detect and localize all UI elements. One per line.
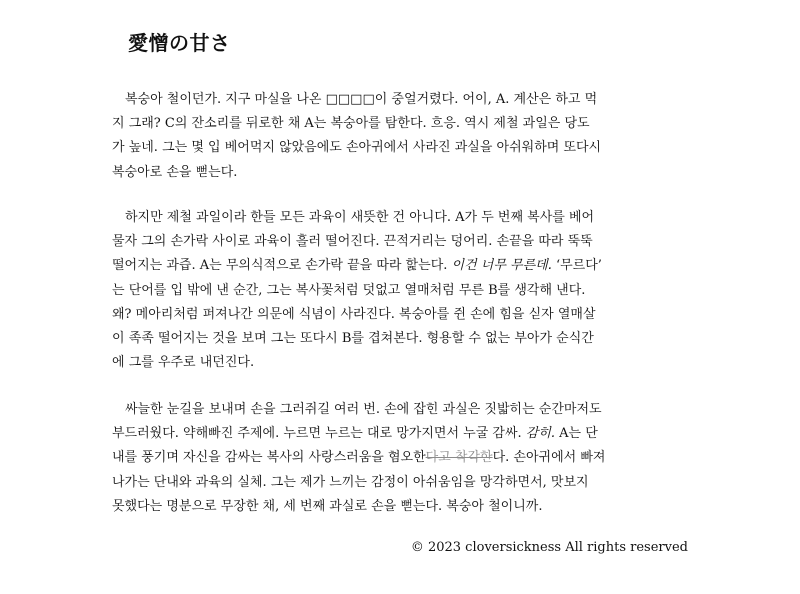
text-run: 다. 손아귀에서 빠져 <box>492 450 606 466</box>
paragraph-line: 는 단어를 입 밖에 낸 순간, 그는 복사꽃처럼 덧없고 열매처럼 무른 B를 생각해 낸다. <box>112 282 586 298</box>
paragraph-line: 이 족족 떨어지는 것을 보며 그는 또다시 B를 겹쳐본다. 형용할 수 없는 부아가 순식간 <box>112 331 594 347</box>
paragraph-line: 물자 그의 손가락 사이로 과육이 흘러 떨어진다. 끈적거리는 덩어리. 손끝을 따라 뚝뚝 <box>112 234 593 250</box>
paragraph-line <box>112 446 690 470</box>
paragraph-line: 복숭아로 손을 뻗는다. <box>112 164 238 180</box>
paragraph-line: 가 높네. 그는 몇 입 베어먹지 않았음에도 손아귀에서 사라진 과실을 아쉬워하며 또다시 <box>112 140 602 156</box>
paragraph-line <box>112 254 690 278</box>
paragraph-line: 복숭아 철이던가. 지구 마실을 나온 □□□□이 중얼거렸다. 어이, A. 계산은 하고 먹 <box>125 92 598 107</box>
text-run: 부드러웠다. 약해빠진 주제에. 누르면 누르는 대로 망가지면서 누굴 감싸. <box>112 426 526 442</box>
paragraph-line: 못했다는 명분으로 무장한 채, 세 번째 과실로 손을 뻗는다. 복숭아 철이니까. <box>112 498 543 514</box>
text-run: 떨어지는 과즙. A는 무의식적으로 손가락 끝을 따라 핥는다. <box>112 258 452 274</box>
paragraph-2 <box>112 206 690 375</box>
text-run: A는 단 <box>555 426 598 442</box>
italic-text: 이건 너무 무른데. <box>451 258 552 274</box>
strikethrough-text: 다고 착각한 <box>425 450 493 466</box>
document-title: 愛憎の甘さ <box>128 31 231 55</box>
paragraph-line: 왜? 메아리처럼 퍼져나간 의문에 식념이 사라진다. 복숭아를 쥔 손에 힘을 싣자 열매살 <box>112 306 596 322</box>
paragraph-3 <box>112 398 690 519</box>
italic-text: 감히. <box>525 426 556 442</box>
copyright-notice: © 2023 cloversickness All rights reserved <box>410 540 688 555</box>
paragraph-line <box>112 422 690 446</box>
text-run: ‘무르다’ <box>551 258 602 274</box>
paragraph-line: 에 그를 우주로 내던진다. <box>112 355 255 371</box>
paragraph-line: 나가는 단내와 과육의 실체. 그는 제가 느끼는 감정이 아쉬움임을 망각하면서, 맛보지 <box>112 474 589 490</box>
text-run: 내를 풍기며 자신을 감싸는 복사의 사랑스러움을 혐오한 <box>112 450 426 466</box>
paragraph-line: 싸늘한 눈길을 보내며 손을 그러쥐길 여러 번. 손에 잡힌 과실은 짓밟히는 순간마저도 <box>125 402 602 417</box>
paragraph-line: 하지만 제철 과일이라 한들 모든 과육이 새뜻한 건 아니다. A가 두 번째 복사를 베어 <box>125 210 595 225</box>
paragraph-1 <box>112 88 690 185</box>
paragraph-line: 지 그래? C의 잔소리를 뒤로한 채 A는 복숭아를 탐한다. 흐응. 역시 제철 과일은 당도 <box>112 116 590 132</box>
